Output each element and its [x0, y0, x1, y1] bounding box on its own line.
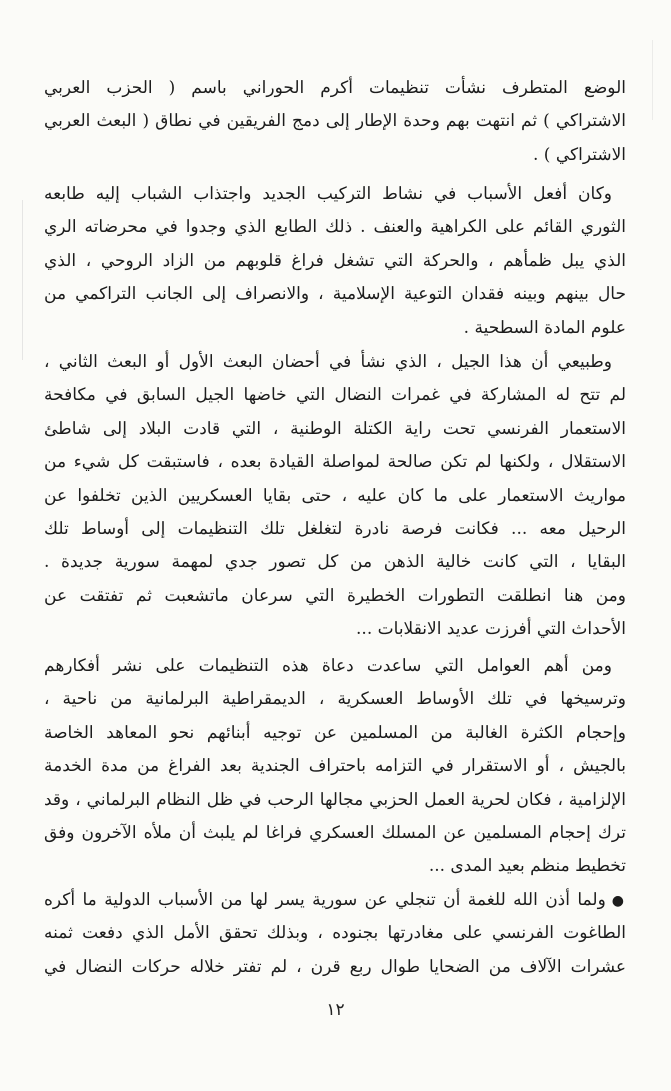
- paragraph-3: [44, 346, 626, 647]
- text-line: مواريث الاستعمار على ما كان عليه ، حتى بقايا العسكريين الذين تخلفوا عن: [44, 485, 626, 506]
- text-line: الأحداث التي أفرزت عديد الانقلابات ...: [356, 619, 626, 640]
- text-line: الطاغوت الفرنسي على مغادرتها بجنوده ، وبذلك تحقق الأمل الذي دفعت ثمنه: [44, 923, 626, 944]
- text-line: ترك إحجام المسلمين عن المسلك العسكري فراغا لم يلبث أن ملأه الآخرون وفق: [44, 822, 626, 843]
- text-line: وإحجام الكثرة الغالبة من المسلمين عن توجيه أبنائهم نحو المعاهد الخاصة: [44, 722, 626, 743]
- scan-mark-left: [22, 200, 23, 360]
- text-line-content: ولما أذن الله للغمة أن تنجلي عن سورية يسر لها من الأسباب الدولية ما أكره: [44, 890, 606, 910]
- text-line: حال بينهم وبينه فقدان التوعية الإسلامية ، والانصراف إلى الجانب التراكمي من: [44, 284, 626, 305]
- text-line: لم تتح له المشاركة في غمرات النضال التي خاضها الجيل السابق في مكافحة: [44, 385, 626, 406]
- text-line: ومن أهم العوامل التي ساعدت دعاة هذه التنظيمات على نشر أفكارهم: [44, 656, 612, 676]
- text-line: [44, 884, 626, 917]
- text-line: البقايا ، التي كانت خالية الذهن من كل تصور جدي لمهمة سورية جديدة .: [44, 552, 626, 573]
- paragraph-2: [44, 178, 626, 345]
- text-line: الرحيل معه ... فكانت فرصة نادرة لتغلغل تلك التنظيمات إلى أوساط تلك: [44, 518, 626, 539]
- text-line: الإلزامية ، فكان لحرية العمل الحزبي مجالها الرحب في ظل النظام البرلماني ، وقد: [44, 789, 626, 810]
- bullet-icon: ●: [611, 893, 626, 909]
- text-line: الاستعمار الفرنسي تحت راية الكتلة الوطنية ، التي قادت البلاد إلى شاطئ: [44, 418, 626, 439]
- text-line: الاستقلال ، ولكنها لم تكن صالحة لمواصلة القيادة بعده ، فاستبقت كل شيء من: [44, 452, 626, 473]
- text-line: الذي يبل ظمأهم ، والحركة التي تشغل فراغ قلوبهم من الزاد الروحي ، الذي: [44, 250, 626, 271]
- text-line: الاشتراكي ) ثم انتهت بهم وحدة الإطار إلى دمج الفريقين في نطاق ( البعث العربي: [44, 111, 626, 132]
- scan-mark-right: [652, 40, 653, 120]
- text-line: الاشتراكي ) .: [532, 144, 626, 165]
- text-line: وترسيخها في تلك الأوساط العسكرية ، الديمقراطية البرلمانية من ناحية ،: [44, 689, 626, 710]
- page-number: ١٢: [326, 1000, 345, 1020]
- text-line: علوم المادة السطحية .: [463, 317, 626, 338]
- paragraph-4: [44, 650, 626, 884]
- paragraph-5: [44, 884, 626, 984]
- text-line: الوضع المتطرف نشأت تنظيمات أكرم الحوراني باسم ( الحزب العربي: [44, 78, 626, 98]
- text-line: تخطيط منظم بعيد المدى ...: [428, 856, 626, 877]
- text-line: وطبيعي أن هذا الجيل ، الذي نشأ في أحضان البعث الأول أو البعث الثاني ،: [44, 352, 612, 372]
- paragraph-1: [44, 72, 626, 172]
- text-line: الثوري القائم على الكراهية والعنف . ذلك الطابع الذي وجدوا في محرضاته الري: [44, 217, 626, 238]
- text-line: ومن هنا انطلقت التطورات الخطيرة التي سرعان ماتشعبت ثم تفتقت عن: [44, 585, 626, 606]
- text-line: بالجيش ، أو الاستقرار في التزامه باحتراف الجندية بعد الفراغ من مدة الخدمة: [44, 756, 626, 777]
- text-line: وكان أفعل الأسباب في نشاط التركيب الجديد واجتذاب الشباب إليه طابعه: [44, 184, 612, 204]
- text-line: عشرات الآلاف من الضحايا طوال ربع قرن ، لم تفتر خلاله حركات النضال في: [44, 956, 626, 977]
